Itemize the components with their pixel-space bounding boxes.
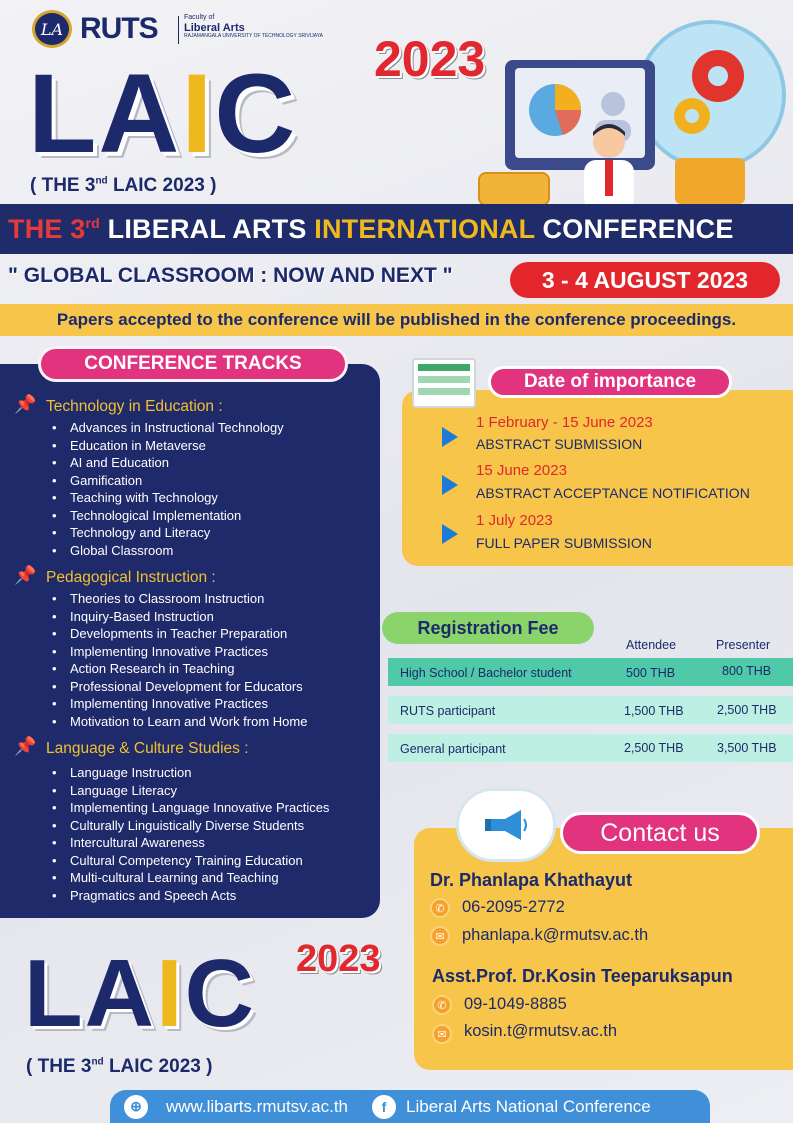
faculty-big: Liberal Arts <box>184 21 245 34</box>
year-bottom: 2023 <box>296 938 381 980</box>
contact-name: Dr. Phanlapa Khathayut <box>430 870 633 890</box>
col-attendee: Attendee <box>626 638 677 652</box>
globe-icon: ⊕ <box>124 1095 148 1119</box>
play-arrow-icon <box>442 427 458 447</box>
lightbulb-illustration <box>636 20 786 170</box>
track-item: • Implementing Innovative Practices <box>48 695 307 713</box>
fee-attendee: 1,500 THB <box>624 704 684 718</box>
bulb-base <box>675 158 745 204</box>
pushpin-icon: 📌 <box>14 565 37 585</box>
col-presenter: Presenter <box>716 638 771 652</box>
track-item: • Advances in Instructional Technology <box>48 419 284 437</box>
track-item: • Global Classroom <box>48 542 284 560</box>
facebook-icon: f <box>372 1095 396 1119</box>
pushpin-icon: 📌 <box>14 394 37 414</box>
track-list-pedagogical <box>48 590 307 730</box>
coins-illustration <box>478 172 550 206</box>
track-category-pedagogical: Pedagogical Instruction : <box>46 569 216 586</box>
megaphone-bubble <box>456 788 556 862</box>
fee-attendee: 2,500 THB <box>624 741 684 755</box>
track-item: • Implementing Innovative Practices <box>48 643 307 661</box>
play-arrow-icon <box>442 475 458 495</box>
track-item: • Professional Development for Educators <box>48 678 307 696</box>
ruts-logo: RUTS <box>80 12 158 45</box>
track-item: • Culturally Linguistically Diverse Students <box>48 817 329 835</box>
conference-theme: " GLOBAL CLASSROOM : NOW AND NEXT " <box>8 264 453 287</box>
contact-phone[interactable]: 09-1049-8885 <box>464 995 567 1013</box>
importance-date: 1 February - 15 June 2023 <box>476 414 653 431</box>
track-item: • Language Instruction <box>48 764 329 782</box>
contact-name: Asst.Prof. Dr.Kosin Teeparuksapun <box>432 966 733 986</box>
track-list-language <box>48 764 329 904</box>
importance-date: 1 July 2023 <box>476 512 553 529</box>
tracks-heading-pill: CONFERENCE TRACKS <box>38 346 348 382</box>
track-item: • Implementing Language Innovative Practices <box>48 799 329 817</box>
conference-title-bar <box>0 204 793 254</box>
facebook-link[interactable]: Liberal Arts National Conference <box>406 1096 651 1116</box>
contact-heading-pill: Contact us <box>560 812 760 854</box>
laic-logo-top: LAIC <box>28 51 298 176</box>
track-category-language: Language & Culture Studies : <box>46 740 249 757</box>
track-item: • Developments in Teacher Preparation <box>48 625 307 643</box>
track-item: • Motivation to Learn and Work from Home <box>48 713 307 731</box>
fee-presenter: 3,500 THB <box>717 741 777 755</box>
fee-attendee: 500 THB <box>626 666 676 680</box>
track-item: • Intercultural Awareness <box>48 834 329 852</box>
registration-heading-pill: Registration Fee <box>382 612 594 644</box>
mail-icon: ✉ <box>430 926 450 946</box>
papers-note: Papers accepted to the conference will be published in the conference proceedings. <box>56 310 737 329</box>
event-date-badge: 3 - 4 AUGUST 2023 <box>510 262 780 298</box>
track-item: • Pragmatics and Speech Acts <box>48 887 329 905</box>
track-item: • Teaching with Technology <box>48 489 284 507</box>
third-laic-top: ( THE 3nd LAIC 2023 ) <box>30 175 217 196</box>
play-arrow-icon <box>442 524 458 544</box>
conference-title: THE 3rd LIBERAL ARTS INTERNATIONAL CONFERENCE <box>8 213 734 244</box>
phone-icon: ✆ <box>430 898 450 918</box>
year-top: 2023 <box>374 31 486 87</box>
mail-icon: ✉ <box>432 1024 452 1044</box>
laic-logo-bottom: LAIC <box>24 940 256 1047</box>
track-item: • AI and Education <box>48 454 284 472</box>
track-item: • Technology and Literacy <box>48 524 284 542</box>
importance-heading-pill: Date of importance <box>488 366 732 398</box>
phone-icon: ✆ <box>432 995 452 1015</box>
track-item: • Inquiry-Based Instruction <box>48 608 307 626</box>
gears-icon <box>640 24 782 166</box>
businessman-icon <box>574 120 644 210</box>
importance-label: FULL PAPER SUBMISSION <box>476 535 652 551</box>
importance-label: ABSTRACT SUBMISSION <box>476 436 643 452</box>
pushpin-icon: 📌 <box>14 736 37 756</box>
track-item: • Education in Metaverse <box>48 437 284 455</box>
papers-note-bar <box>0 304 793 336</box>
track-item: • Language Literacy <box>48 782 329 800</box>
contact-email[interactable]: phanlapa.k@rmutsv.ac.th <box>462 926 649 944</box>
logo-divider <box>178 16 179 44</box>
track-item: • Technological Implementation <box>48 507 284 525</box>
contact-email[interactable]: kosin.t@rmutsv.ac.th <box>464 1022 618 1040</box>
fee-presenter: 2,500 THB <box>717 703 777 717</box>
faculty-seal-logo: LA <box>32 10 72 48</box>
importance-label: ABSTRACT ACCEPTANCE NOTIFICATION <box>476 485 750 501</box>
megaphone-icon <box>483 807 529 843</box>
fee-type: General participant <box>400 742 506 756</box>
website-link[interactable]: www.libarts.rmutsv.ac.th <box>166 1096 349 1116</box>
importance-date: 15 June 2023 <box>476 462 567 479</box>
track-list-technology <box>48 419 284 559</box>
track-item: • Theories to Classroom Instruction <box>48 590 307 608</box>
footer-bar <box>110 1090 710 1123</box>
track-category-technology: Technology in Education : <box>46 398 223 415</box>
faculty-tiny: RAJAMANGALA UNIVERSITY OF TECHNOLOGY SRIVIJAYA <box>184 32 324 39</box>
fee-presenter: 800 THB <box>722 664 772 678</box>
fee-type: RUTS participant <box>400 704 496 718</box>
track-item: • Multi-cultural Learning and Teaching <box>48 869 329 887</box>
faculty-small: Faculty of <box>184 14 215 21</box>
third-laic-bottom: ( THE 3nd LAIC 2023 ) <box>26 1056 213 1077</box>
track-item: • Action Research in Teaching <box>48 660 307 678</box>
contact-phone[interactable]: 06-2095-2772 <box>462 898 565 916</box>
track-item: • Gamification <box>48 472 284 490</box>
fee-type: High School / Bachelor student <box>400 666 572 680</box>
track-item: • Cultural Competency Training Education <box>48 852 329 870</box>
spreadsheet-icon <box>412 358 476 408</box>
faculty-label <box>184 14 323 39</box>
